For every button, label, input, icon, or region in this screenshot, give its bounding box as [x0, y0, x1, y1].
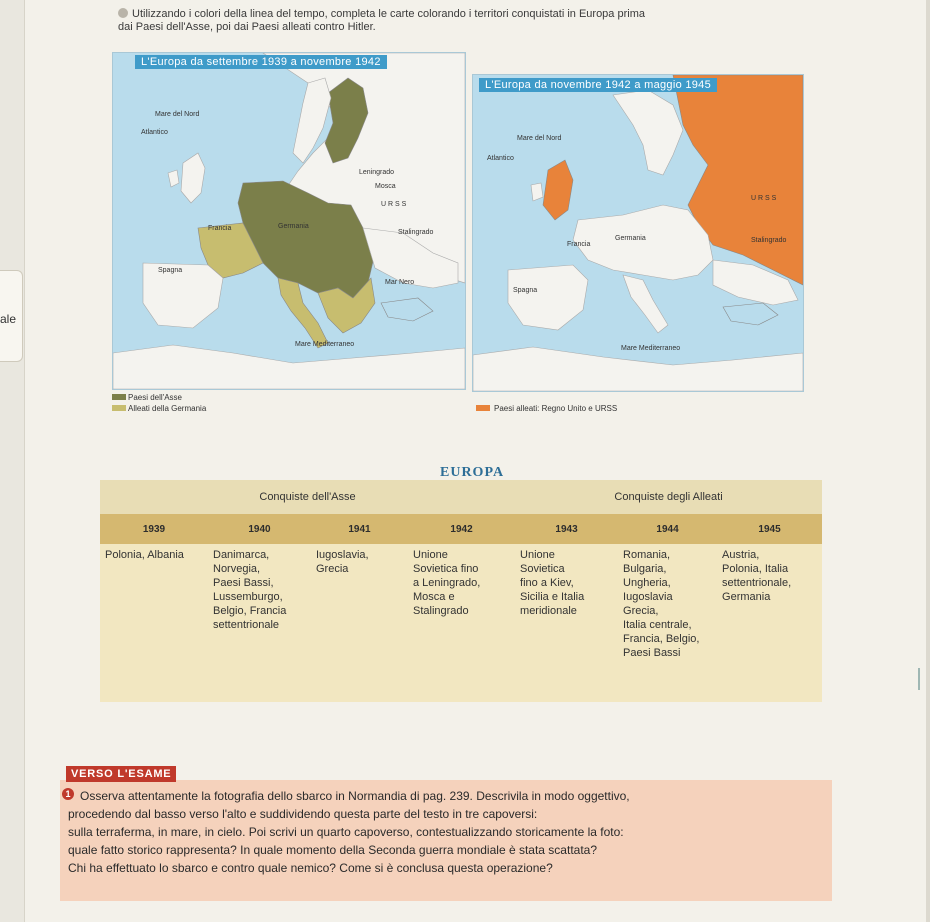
label-atlantico-right: Atlantico	[487, 155, 514, 162]
label-spagna: Spagna	[158, 267, 183, 274]
instructions-line2: dai Paesi dell'Asse, poi dai Paesi alleati contro Hitler.	[118, 21, 376, 33]
label-mediterraneo: Mare Mediterraneo	[295, 341, 355, 348]
label-urss: U R S S	[381, 201, 407, 208]
cell-line: Bulgaria,	[623, 563, 667, 575]
cell-line: Iugoslavia	[623, 591, 673, 603]
cell-line: Germania	[722, 591, 771, 603]
cell-line: Mosca e	[413, 591, 455, 603]
exercise-number: 1	[62, 788, 74, 800]
cell-1940	[208, 544, 311, 702]
map-1942-1945	[472, 74, 804, 392]
label-mar-nero: Mar Nero	[385, 279, 415, 286]
label-mare-nord: Mare del Nord	[155, 111, 200, 118]
legend-axis-allies-swatch	[112, 405, 126, 411]
cell-line: meridionale	[520, 605, 577, 617]
cell-line: Stalingrado	[413, 605, 469, 617]
exercise-line: Osserva attentamente la fotografia dello sbarco in Normandia di pag. 239. Descrivila in modo oggettivo,	[80, 789, 630, 803]
legend-axis-swatch	[112, 394, 126, 400]
cell-line: Polonia, Albania	[105, 549, 184, 561]
cell-line: Grecia	[316, 563, 349, 575]
cell-line: settentrionale,	[722, 577, 792, 589]
year-1941: 1941	[311, 514, 408, 544]
label-spagna-right: Spagna	[513, 287, 538, 294]
label-mare-nord-right: Mare del Nord	[517, 135, 562, 142]
label-stalingrado-right: Stalingrado	[751, 237, 787, 244]
label-leningrado: Leningrado	[359, 169, 395, 176]
cell-line: Paesi Bassi,	[213, 577, 274, 589]
legend-allies-label: Paesi alleati: Regno Unito e URSS	[494, 404, 618, 413]
cell-line: Francia, Belgio,	[623, 633, 700, 645]
exercise-line: procedendo dal basso verso l'alto e suddividendo questa parte del testo in tre capoversi:	[68, 807, 538, 821]
cell-line: Austria,	[722, 549, 760, 561]
exercise-bullet-icon	[118, 8, 128, 18]
exercise-line: sulla terraferma, in mare, in cielo. Poi scrivi un quarto capoverso, contestualizzando storicamente la foto:	[68, 825, 624, 839]
cell-line: Sovietica	[520, 563, 565, 575]
map-1939-1942-drawing	[113, 53, 465, 389]
cell-line: Unione	[520, 549, 555, 561]
map-1942-1945-drawing	[473, 75, 803, 391]
cell-line: Norvegia,	[213, 563, 261, 575]
cell-line: Grecia,	[623, 605, 659, 617]
verso-esame-badge: VERSO L'ESAME	[66, 766, 176, 782]
cell-line: Romania,	[623, 549, 671, 561]
cell-line: Paesi Bassi	[623, 647, 681, 659]
side-text: ale	[0, 312, 17, 326]
cell-1942	[408, 544, 515, 702]
legend-axis-label: Paesi dell'Asse	[128, 393, 182, 402]
label-germania-right: Germania	[615, 235, 646, 242]
page-edge	[926, 0, 930, 922]
cell-1944	[618, 544, 717, 702]
year-1939: 1939	[100, 514, 208, 544]
label-mosca: Mosca	[375, 183, 396, 190]
page-edge-mark	[918, 668, 930, 690]
exam-exercise-box	[60, 780, 832, 901]
cell-line: Italia centrale,	[623, 619, 692, 631]
exercise-text	[68, 787, 828, 877]
cell-line: Unione	[413, 549, 448, 561]
cell-1943	[515, 544, 618, 702]
exercise-line: Chi ha effettuato lo sbarco e contro quale nemico? Come si è conclusa questa operazione?	[68, 861, 553, 875]
map-1939-1942	[112, 52, 466, 390]
year-1945: 1945	[717, 514, 822, 544]
legend-allies-swatch	[476, 405, 490, 411]
year-1942: 1942	[408, 514, 515, 544]
header-allied-conquests: Conquiste degli Alleati	[515, 480, 822, 514]
label-francia: Francia	[208, 225, 232, 232]
cell-line: fino a Kiev,	[520, 577, 574, 589]
cell-line: a Leningrado,	[413, 577, 481, 589]
cell-line: settentrionale	[213, 619, 280, 631]
cell-line: Lussemburgo,	[213, 591, 283, 603]
cell-line: Polonia, Italia	[722, 563, 789, 575]
europa-title: EUROPA	[440, 465, 505, 480]
cell-line: Sovietica fino	[413, 563, 479, 575]
label-urss-right: U R S S	[751, 195, 777, 202]
map-1942-1945-title: L'Europa da novembre 1942 a maggio 1945	[479, 78, 717, 92]
page-gutter	[0, 0, 25, 922]
label-germania: Germania	[278, 223, 309, 230]
year-1943: 1943	[515, 514, 618, 544]
cell-line: Belgio, Francia	[213, 605, 287, 617]
cell-line: Sicilia e Italia	[520, 591, 585, 603]
label-mediterraneo-right: Mare Mediterraneo	[621, 345, 681, 352]
cell-line: Ungheria,	[623, 577, 671, 589]
cell-1945	[717, 544, 822, 702]
timeline-table	[100, 480, 822, 702]
cell-line: Danimarca,	[213, 549, 270, 561]
label-stalingrado: Stalingrado	[398, 229, 434, 236]
label-francia-right: Francia	[567, 241, 591, 248]
cell-1939	[100, 544, 208, 702]
header-axis-conquests: Conquiste dell'Asse	[100, 480, 515, 514]
year-1944: 1944	[618, 514, 717, 544]
label-atlantico: Atlantico	[141, 129, 168, 136]
cell-line: Iugoslavia,	[316, 549, 369, 561]
instructions	[118, 8, 818, 34]
exercise-line: quale fatto storico rappresenta? In quale momento della Seconda guerra mondiale è stata scattata?	[68, 843, 598, 857]
cell-1941	[311, 544, 408, 702]
instructions-line1: Utilizzando i colori della linea del tempo, completa le carte colorando i territori conquistati in Europa prima	[132, 8, 645, 20]
map-1939-1942-title: L'Europa da settembre 1939 a novembre 1942	[135, 55, 387, 69]
legend-axis-allies-label: Alleati della Germania	[128, 404, 207, 413]
year-1940: 1940	[208, 514, 311, 544]
